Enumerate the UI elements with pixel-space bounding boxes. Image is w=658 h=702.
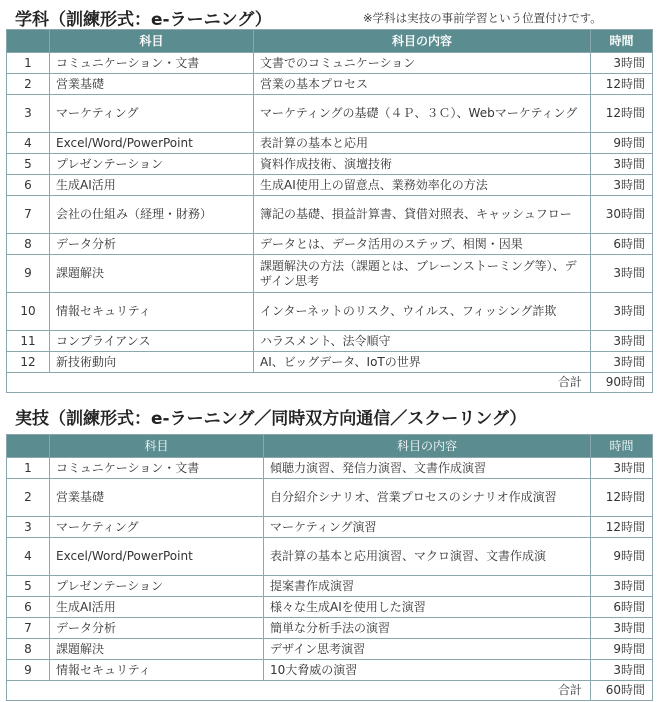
- table-row: [7, 458, 653, 479]
- section2-table: [6, 434, 653, 701]
- total-value: 90時間: [591, 373, 653, 393]
- row-content: 課題解決の方法（課題とは、ブレーンストーミング等）、デザイン思考: [254, 255, 591, 293]
- total-value: 60時間: [591, 681, 653, 701]
- row-time: 9時間: [591, 639, 653, 660]
- row-number: 6: [7, 175, 50, 196]
- row-time: 3時間: [591, 175, 653, 196]
- row-subject: コンプライアンス: [50, 331, 254, 352]
- table-row: [7, 352, 653, 373]
- table-row: [7, 133, 653, 154]
- row-number: 5: [7, 576, 50, 597]
- row-subject: プレゼンテーション: [50, 576, 264, 597]
- row-subject: 営業基礎: [50, 479, 264, 517]
- header-time: 時間: [591, 30, 653, 53]
- table-row: [7, 196, 653, 234]
- row-number: 7: [7, 618, 50, 639]
- row-time: 12時間: [591, 517, 653, 538]
- row-number: 1: [7, 458, 50, 479]
- row-content: マーケティングの基礎（４Ｐ、３Ｃ）、Webマーケティング: [254, 95, 591, 133]
- table-row: [7, 331, 653, 352]
- row-content: AI、ビッグデータ、IoTの世界: [254, 352, 591, 373]
- row-content: 傾聴力演習、発信力演習、文書作成演習: [264, 458, 591, 479]
- row-subject: 生成AI活用: [50, 597, 264, 618]
- table-row: [7, 597, 653, 618]
- row-time: 30時間: [591, 196, 653, 234]
- table-row: [7, 255, 653, 293]
- row-number: 9: [7, 660, 50, 681]
- row-subject: コミュニケーション・文書: [50, 458, 264, 479]
- row-time: 6時間: [591, 234, 653, 255]
- header-content: 科目の内容: [264, 435, 591, 458]
- row-subject: データ分析: [50, 618, 264, 639]
- row-number: 11: [7, 331, 50, 352]
- row-subject: マーケティング: [50, 95, 254, 133]
- row-subject: 課題解決: [50, 639, 264, 660]
- row-time: 3時間: [591, 576, 653, 597]
- total-row: [7, 373, 653, 393]
- row-subject: マーケティング: [50, 517, 264, 538]
- total-label: 合計: [7, 681, 591, 701]
- header-subject: 科目: [50, 30, 254, 53]
- row-time: 12時間: [591, 95, 653, 133]
- row-number: 8: [7, 639, 50, 660]
- table-row: [7, 293, 653, 331]
- table-row: [7, 538, 653, 576]
- table-row: [7, 95, 653, 133]
- row-subject: 新技術動向: [50, 352, 254, 373]
- header-subject: 科目: [50, 435, 264, 458]
- row-content: データとは、データ活用のステップ、相関・因果: [254, 234, 591, 255]
- row-content: 営業の基本プロセス: [254, 74, 591, 95]
- row-number: 8: [7, 234, 50, 255]
- row-content: ハラスメント、法令順守: [254, 331, 591, 352]
- row-number: 2: [7, 479, 50, 517]
- row-time: 3時間: [591, 255, 653, 293]
- row-content: 簿記の基礎、損益計算書、貸借対照表、キャッシュフロー: [254, 196, 591, 234]
- section1-table: [6, 29, 653, 393]
- row-subject: 情報セキュリティ: [50, 293, 254, 331]
- row-subject: コミュニケーション・文書: [50, 53, 254, 74]
- row-subject: 会社の仕組み（経理・財務）: [50, 196, 254, 234]
- row-time: 12時間: [591, 479, 653, 517]
- row-time: 3時間: [591, 618, 653, 639]
- row-time: 6時間: [591, 597, 653, 618]
- row-number: 2: [7, 74, 50, 95]
- total-label: 合計: [7, 373, 591, 393]
- row-subject: 営業基礎: [50, 74, 254, 95]
- row-content: 資料作成技術、演壇技術: [254, 154, 591, 175]
- row-number: 4: [7, 133, 50, 154]
- table-row: [7, 154, 653, 175]
- table-row: [7, 175, 653, 196]
- row-content: マーケティング演習: [264, 517, 591, 538]
- row-content: 提案書作成演習: [264, 576, 591, 597]
- row-time: 3時間: [591, 458, 653, 479]
- section1-title: 学科（訓練形式：e-ラーニング）: [15, 10, 272, 30]
- table-row: [7, 74, 653, 95]
- row-time: 3時間: [591, 154, 653, 175]
- row-content: 文書でのコミュニケーション: [254, 53, 591, 74]
- row-number: 12: [7, 352, 50, 373]
- row-subject: Excel/Word/PowerPoint: [50, 538, 264, 576]
- row-subject: 課題解決: [50, 255, 254, 293]
- table-row: [7, 618, 653, 639]
- row-time: 12時間: [591, 74, 653, 95]
- row-number: 10: [7, 293, 50, 331]
- table-header-row: [7, 435, 653, 458]
- row-content: デザイン思考演習: [264, 639, 591, 660]
- row-time: 3時間: [591, 53, 653, 74]
- section2-title: 実技（訓練形式：e-ラーニング／同時双方向通信／スクーリング）: [15, 409, 527, 429]
- header-no: [7, 30, 50, 53]
- row-content: 表計算の基本と応用演習、マクロ演習、文書作成演: [264, 538, 591, 576]
- row-number: 5: [7, 154, 50, 175]
- row-content: 10大脅威の演習: [264, 660, 591, 681]
- row-content: インターネットのリスク、ウイルス、フィッシング詐欺: [254, 293, 591, 331]
- header-content: 科目の内容: [254, 30, 591, 53]
- section1-note: ※学科は実技の事前学習という位置付けです。: [363, 11, 602, 25]
- row-time: 9時間: [591, 133, 653, 154]
- row-number: 4: [7, 538, 50, 576]
- row-number: 3: [7, 95, 50, 133]
- total-row: [7, 681, 653, 701]
- table-row: [7, 53, 653, 74]
- table-row: [7, 639, 653, 660]
- row-number: 1: [7, 53, 50, 74]
- row-subject: 情報セキュリティ: [50, 660, 264, 681]
- row-content: 簡単な分析手法の演習: [264, 618, 591, 639]
- row-number: 6: [7, 597, 50, 618]
- row-number: 9: [7, 255, 50, 293]
- row-time: 3時間: [591, 331, 653, 352]
- table-row: [7, 576, 653, 597]
- table-row: [7, 234, 653, 255]
- row-time: 9時間: [591, 538, 653, 576]
- row-subject: プレゼンテーション: [50, 154, 254, 175]
- row-content: 表計算の基本と応用: [254, 133, 591, 154]
- row-subject: Excel/Word/PowerPoint: [50, 133, 254, 154]
- header-time: 時間: [591, 435, 653, 458]
- table-row: [7, 660, 653, 681]
- row-time: 3時間: [591, 660, 653, 681]
- row-content: 自分紹介シナリオ、営業プロセスのシナリオ作成演習: [264, 479, 591, 517]
- table-header-row: [7, 30, 653, 53]
- row-subject: 生成AI活用: [50, 175, 254, 196]
- row-content: 生成AI使用上の留意点、業務効率化の方法: [254, 175, 591, 196]
- row-content: 様々な生成AIを使用した演習: [264, 597, 591, 618]
- row-subject: データ分析: [50, 234, 254, 255]
- row-time: 3時間: [591, 293, 653, 331]
- row-number: 3: [7, 517, 50, 538]
- row-time: 3時間: [591, 352, 653, 373]
- row-number: 7: [7, 196, 50, 234]
- table-row: [7, 517, 653, 538]
- header-no: [7, 435, 50, 458]
- table-row: [7, 479, 653, 517]
